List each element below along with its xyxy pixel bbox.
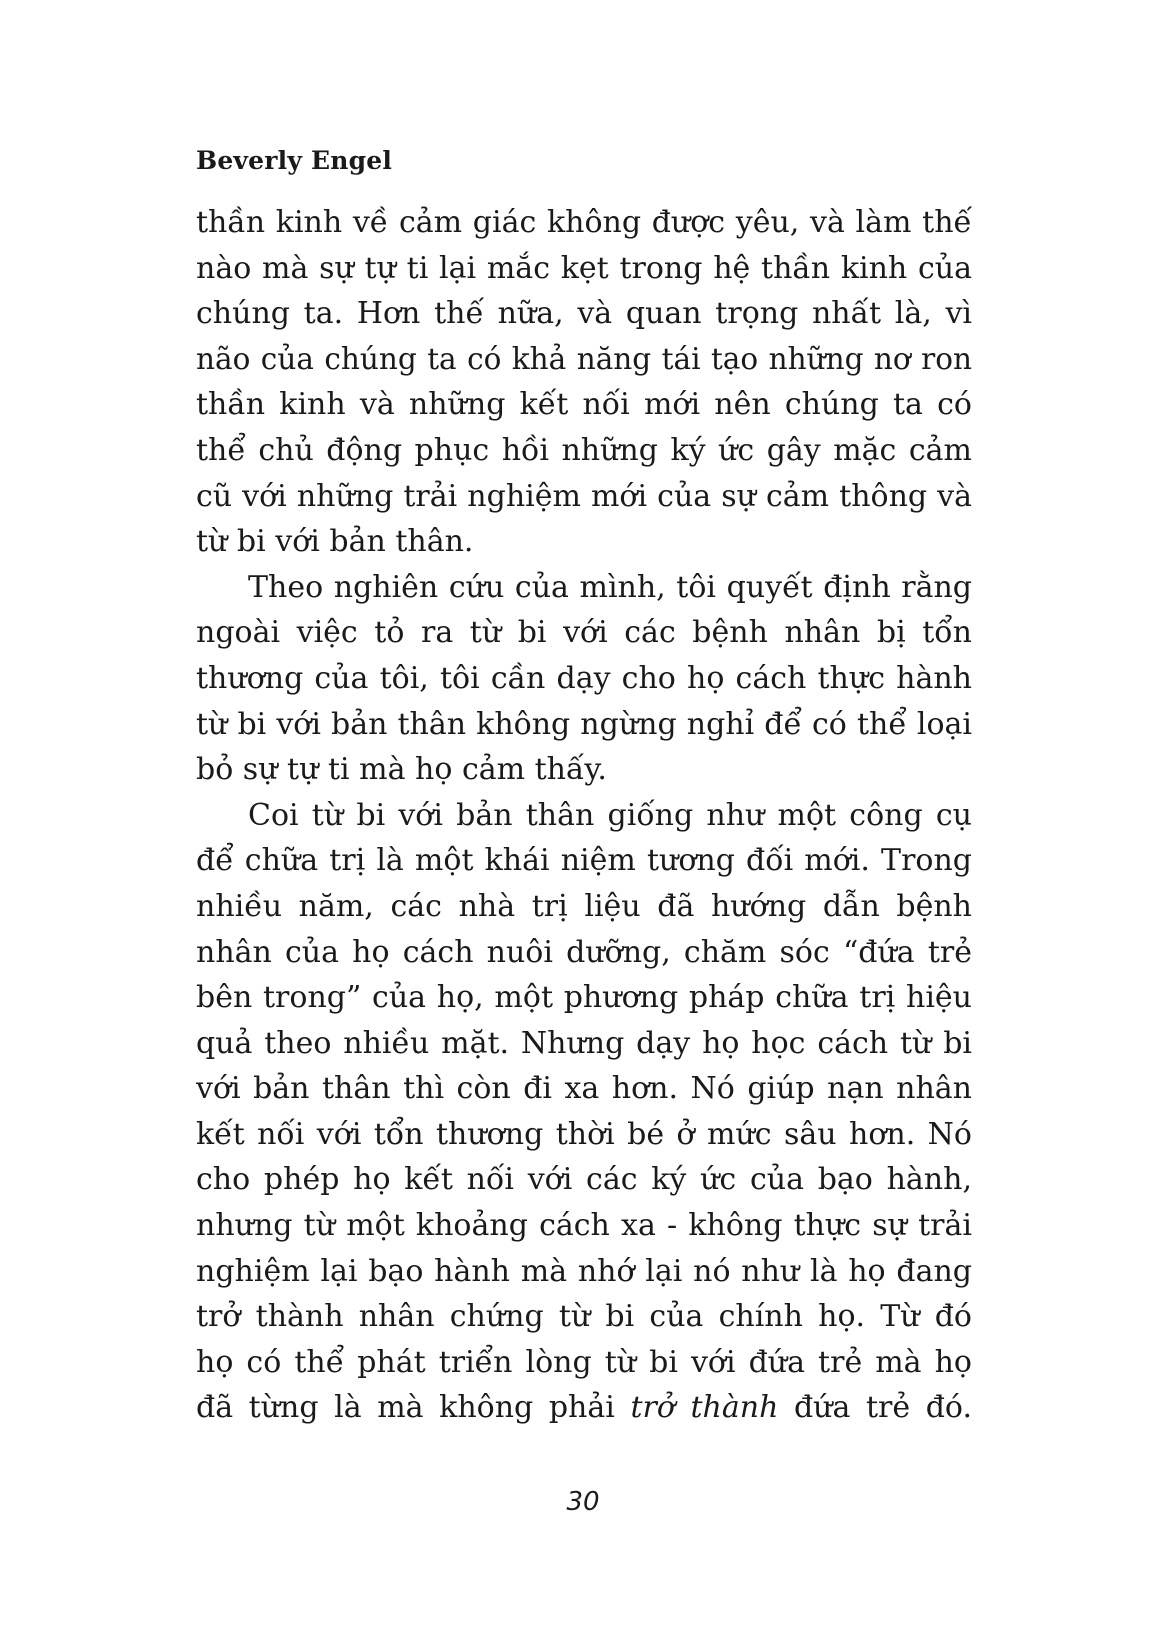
text-line: nhân của họ cách nuôi dưỡng, chăm sóc “đứa trẻ [196, 934, 972, 970]
text-line: nghiệm lại bạo hành mà nhớ lại nó như là họ đang [196, 1253, 972, 1289]
text-line: để chữa trị là một khái niệm tương đối mới. Trong [196, 843, 972, 879]
text-line: cho phép họ kết nối với các ký ức của bạo hành, [196, 1162, 972, 1198]
final-line-text-end: đứa trẻ đó. [778, 1390, 972, 1426]
page-number: 30 [566, 1487, 600, 1517]
paragraph-first-line: Theo nghiên cứu của mình, tôi quyết định rằng [248, 569, 972, 605]
text-line: thể chủ động phục hồi những ký ức gây mặc cảm [196, 432, 972, 468]
text-line: ngoài việc tỏ ra từ bi với các bệnh nhân bị tổn [196, 615, 972, 651]
text-line: kết nối với tổn thương thời bé ở mức sâu hơn. Nó [196, 1116, 972, 1152]
text-line: thần kinh và những kết nối mới nên chúng ta có [196, 387, 972, 423]
text-line: não của chúng ta có khả năng tái tạo những nơ ron [196, 341, 972, 376]
emphasized-text: trở thành [630, 1390, 779, 1426]
text-line: với bản thân thì còn đi xa hơn. Nó giúp nạn nhân [196, 1071, 972, 1107]
text-line: nhưng từ một khoảng cách xa - không thực sự trải [196, 1208, 972, 1244]
text-line: thần kinh về cảm giác không được yêu, và làm thế [196, 205, 972, 240]
body-text [196, 200, 972, 1431]
text-line: trở thành nhân chứng từ bi của chính họ. Từ đó [196, 1299, 972, 1335]
text-line: từ bi với bản thân. [196, 524, 474, 560]
text-line: nào mà sự tự ti lại mắc kẹt trong hệ thần kinh của [196, 250, 972, 286]
text-line: bên trong” của họ, một phương pháp chữa trị hiệu [196, 980, 972, 1016]
text-line: quả theo nhiều mặt. Nhưng dạy họ học cách từ bi [196, 1025, 972, 1061]
final-line-text: đã từng là mà không phải [196, 1390, 631, 1426]
text-line-final [196, 1385, 972, 1431]
paragraph-first-line: Coi từ bi với bản thân giống như một công cụ [248, 797, 972, 833]
text-line: cũ với những trải nghiệm mới của sự cảm thông và [196, 478, 972, 514]
running-header-author: Beverly Engel [196, 146, 393, 175]
text-line: chúng ta. Hơn thế nữa, và quan trọng nhất là, vì [196, 296, 972, 332]
text-line: nhiều năm, các nhà trị liệu đã hướng dẫn bệnh [196, 888, 972, 924]
text-line: thương của tôi, tôi cần dạy cho họ cách thực hành [196, 660, 972, 696]
text-line: từ bi với bản thân không ngừng nghỉ để có thể loại [196, 706, 972, 742]
text-line: bỏ sự tự ti mà họ cảm thấy. [196, 752, 607, 788]
text-line: họ có thể phát triển lòng từ bi với đứa trẻ mà họ [196, 1344, 972, 1380]
